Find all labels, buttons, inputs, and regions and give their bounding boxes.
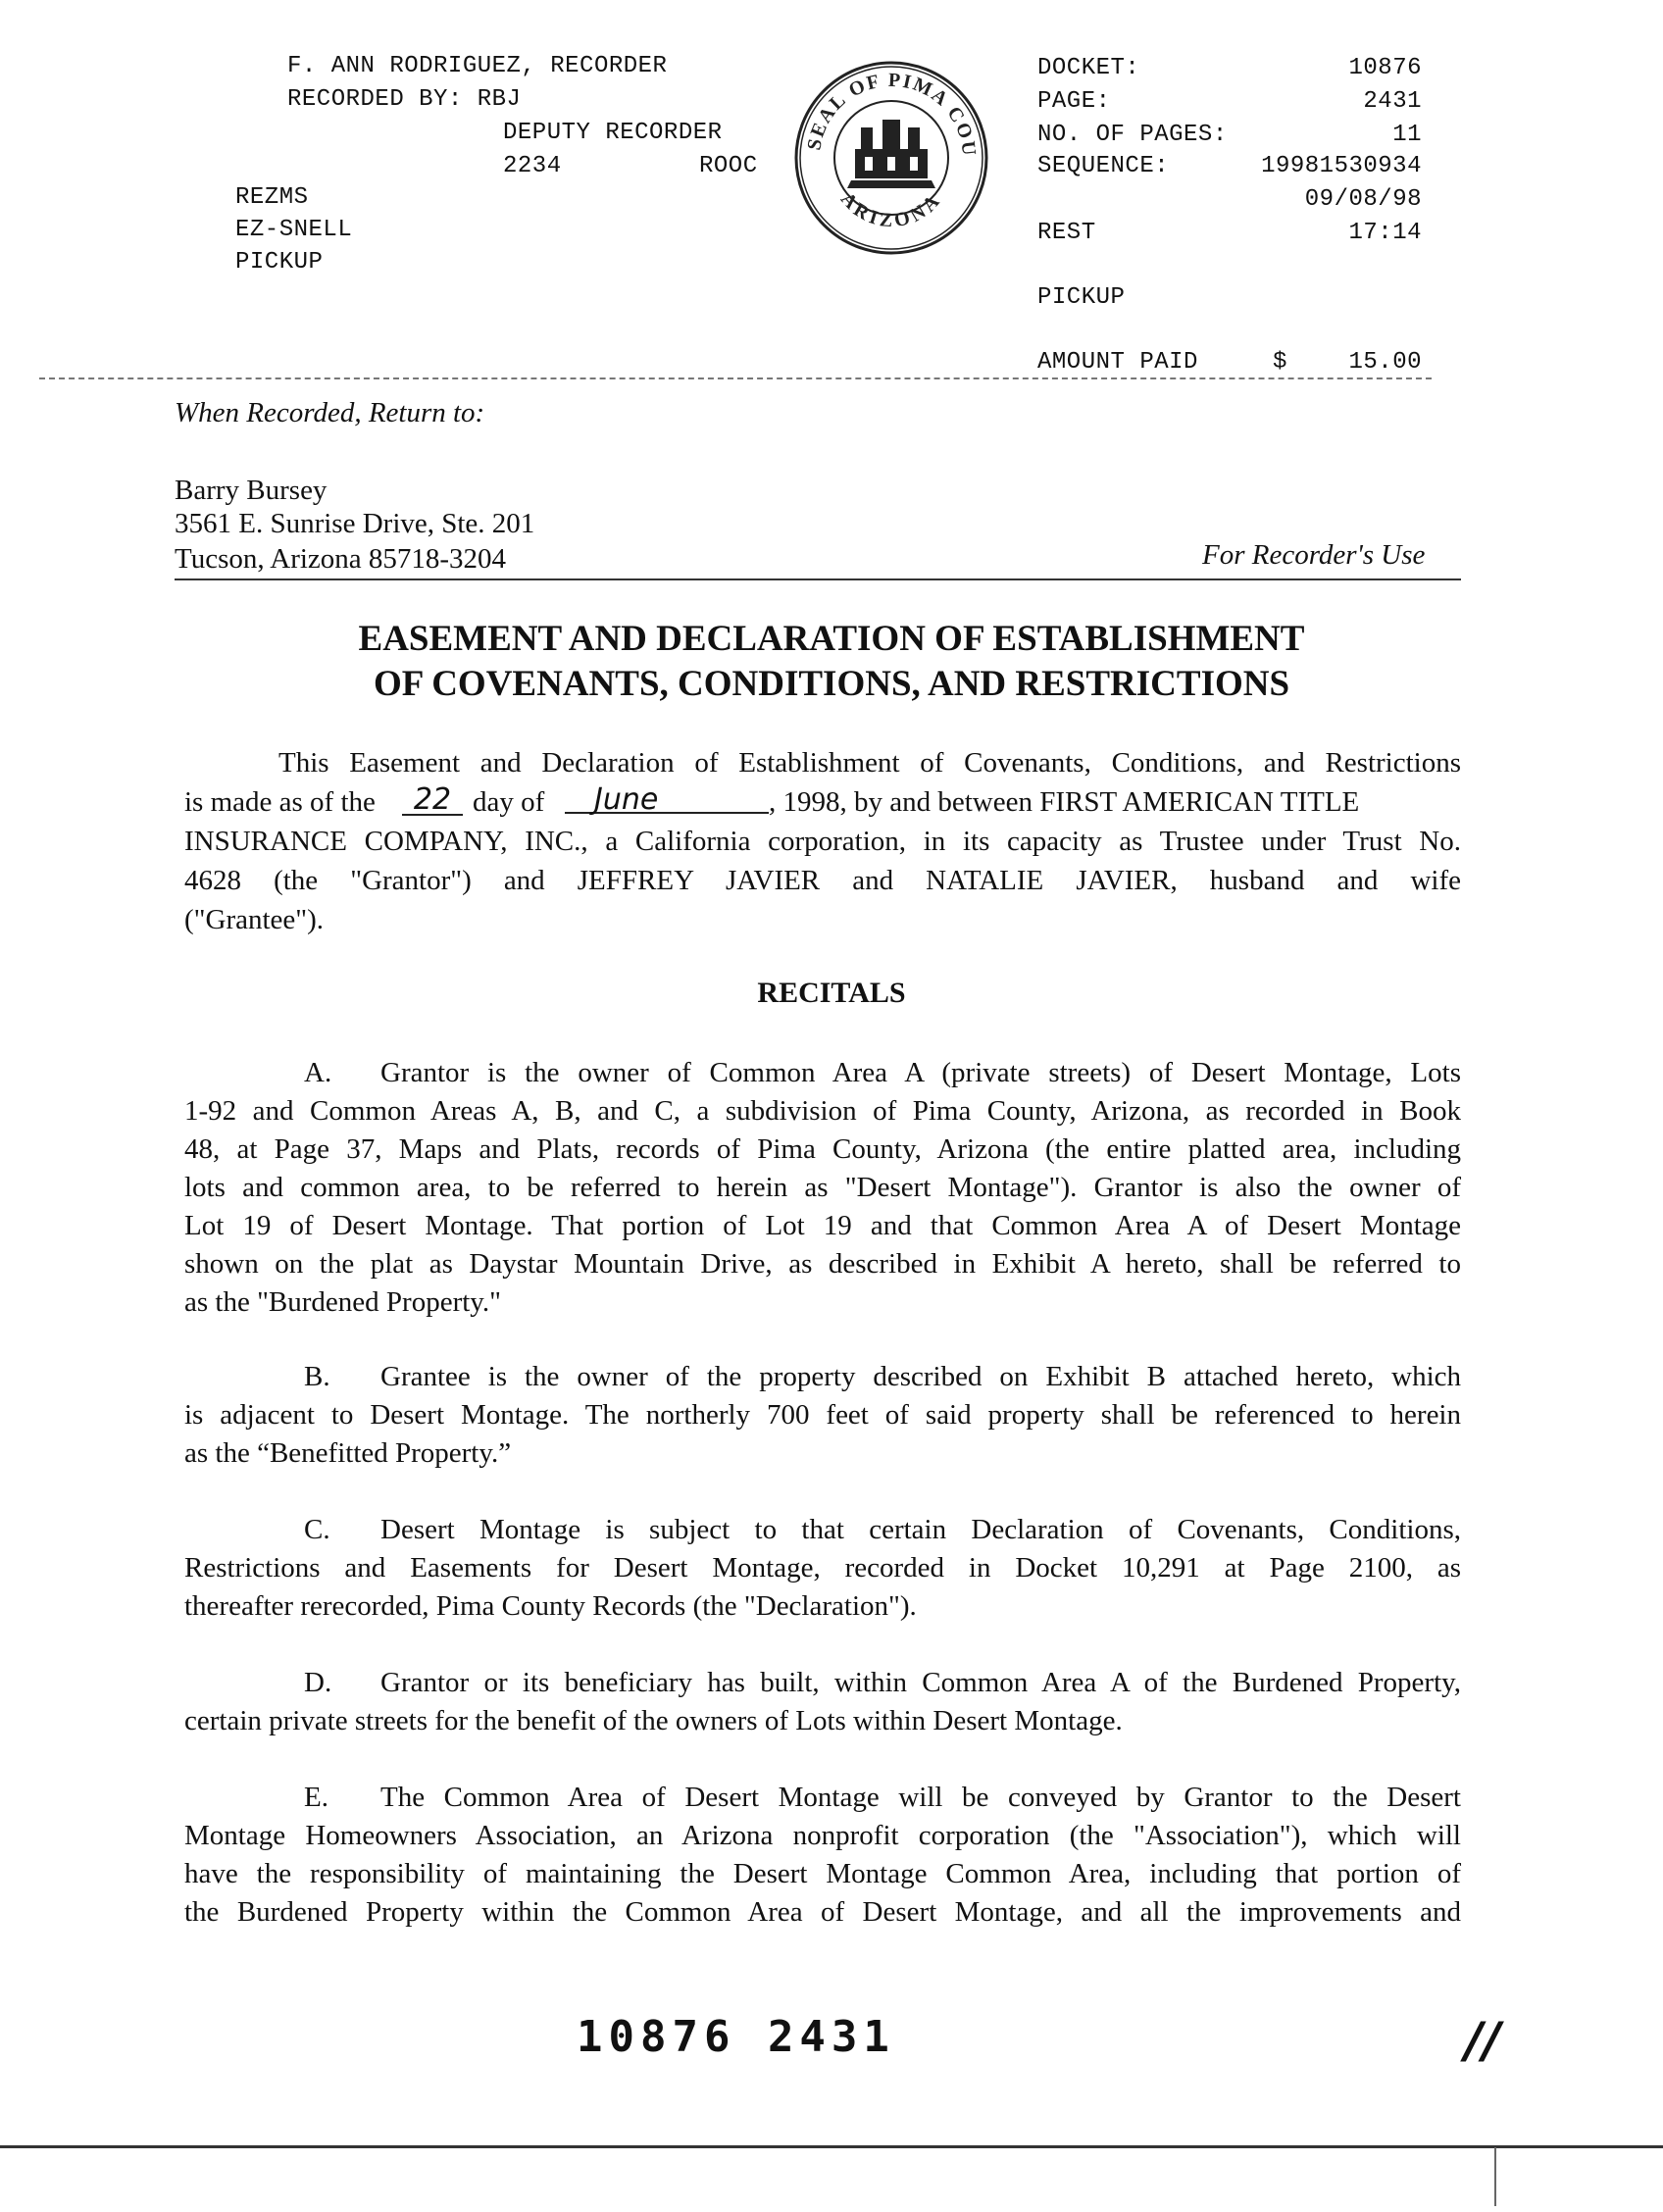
recital-a-line-1: Grantor is the owner of Common Area A (private streets) of Desert Montage, Lots — [380, 1057, 1461, 1088]
seal-graphic — [792, 59, 990, 257]
recital-a-line-5: Lot 19 of Desert Montage. That portion of Lot 19 and that Common Area A of Desert Montage — [184, 1210, 1461, 1241]
seal-top-text: SEAL OF PIMA COU — [803, 69, 981, 159]
ez-snell-code: EZ-SNELL — [235, 217, 353, 243]
recital-e-line-1: The Common Area of Desert Montage will be conveyed by Grantor to the Desert — [380, 1782, 1461, 1813]
footer-edge-mark — [1494, 2147, 1496, 2206]
recital-d-label: D. — [304, 1667, 332, 1698]
recital-a-line-4: lots and common area, to be referred to herein as "Desert Montage"). Grantor is also the owner of — [184, 1172, 1461, 1203]
recital-e-label: E. — [304, 1782, 328, 1813]
recital-a-line-3: 48, at Page 37, Maps and Plats, records of Pima County, Arizona (the entire platted area, including — [184, 1133, 1461, 1165]
pima-county-seal — [792, 59, 990, 257]
recitals-heading: RECITALS — [757, 977, 906, 1009]
recital-e-line-3: have the responsibility of maintaining the Desert Montage Common Area, including that portion of — [184, 1858, 1461, 1889]
deputy-recorder: DEPUTY RECORDER — [503, 120, 723, 146]
recital-c-label: C. — [304, 1514, 330, 1545]
recital-c-line-3: thereafter rerecorded, Pima County Records (the "Declaration"). — [184, 1590, 917, 1622]
recital-b-line-3: as the “Benefitted Property.” — [184, 1437, 512, 1469]
docket-label: DOCKET: — [1037, 55, 1140, 81]
return-to-label: When Recorded, Return to: — [175, 397, 485, 428]
recital-b-line-2: is adjacent to Desert Montage. The northerly 700 feet of said property shall be referenced to herein — [184, 1399, 1461, 1431]
intro-line-2-mid: day of — [473, 786, 545, 818]
docket-page-stamp: 10876 2431 — [577, 2012, 895, 2062]
pickup-label-left: PICKUP — [235, 249, 324, 276]
svg-text:ARIZONA — [836, 188, 946, 231]
sequence-value: 19981530934 — [1261, 153, 1422, 179]
day-blank — [402, 782, 463, 816]
recital-c-line-1: Desert Montage is subject to that certain Declaration of Covenants, Conditions, — [380, 1514, 1461, 1545]
amount-paid-label: AMOUNT PAID — [1037, 349, 1198, 376]
page-label: PAGE: — [1037, 88, 1111, 115]
intro-line-4: 4628 (the "Grantor") and JEFFREY JAVIER and NATALIE JAVIER, husband and wife — [184, 865, 1461, 896]
sequence-label: SEQUENCE: — [1037, 153, 1170, 179]
month-blank — [565, 782, 769, 817]
return-name: Barry Bursey — [175, 475, 328, 506]
record-date: 09/08/98 — [1304, 186, 1422, 213]
recital-c-line-2: Restrictions and Easements for Desert Montage, recorded in Docket 10,291 at Page 2100, as — [184, 1552, 1461, 1584]
rezms-code: REZMS — [235, 184, 309, 211]
return-city: Tucson, Arizona 85718-3204 — [175, 543, 507, 575]
record-time: 17:14 — [1348, 220, 1422, 246]
header-separator — [39, 377, 1432, 379]
footer-rule — [0, 2145, 1663, 2148]
recital-b-line-1: Grantee is the owner of the property described on Exhibit B attached hereto, which — [380, 1361, 1461, 1392]
recital-e-line-4: the Burdened Property within the Common Area of Desert Montage, and all the improvements and — [184, 1896, 1461, 1928]
number-of-pages-value: 11 — [1392, 122, 1422, 148]
amount-paid-value: 15.00 — [1348, 349, 1422, 376]
day-handwritten: 22 — [413, 782, 452, 817]
document-title-line-1: EASEMENT AND DECLARATION OF ESTABLISHMENT — [358, 619, 1305, 659]
document-title-line-2: OF COVENANTS, CONDITIONS, AND RESTRICTIONS — [373, 664, 1290, 704]
month-handwritten: June — [594, 782, 659, 817]
recital-e-line-2: Montage Homeowners Association, an Arizona nonprofit corporation (the "Association"), which will — [184, 1820, 1461, 1851]
recital-b-label: B. — [304, 1361, 330, 1392]
return-street: 3561 E. Sunrise Drive, Ste. 201 — [175, 508, 535, 539]
recorder-code-number: 2234 — [503, 153, 562, 179]
pickup-label-right: PICKUP — [1037, 284, 1126, 311]
intro-line-1: This Easement and Declaration of Establishment of Covenants, Conditions, and Restrictions — [278, 747, 1461, 779]
for-recorders-use: For Recorder's Use — [1202, 539, 1426, 571]
rest-label: REST — [1037, 220, 1096, 246]
recorder-code-location: ROOC — [699, 153, 758, 179]
recital-d-line-2: certain private streets for the benefit of the owners of Lots within Desert Montage. — [184, 1705, 1123, 1736]
recital-a-label: A. — [304, 1057, 332, 1088]
page-count-mark: // — [1465, 2012, 1501, 2069]
recital-d-line-1: Grantor or its beneficiary has built, within Common Area A of the Burdened Property, — [380, 1667, 1461, 1698]
intro-line-2-start: is made as of the — [184, 786, 376, 818]
currency-symbol: $ — [1273, 349, 1287, 376]
seal-bottom-text: ARIZONA — [835, 188, 947, 232]
number-of-pages-label: NO. OF PAGES: — [1037, 122, 1228, 148]
page-value: 2431 — [1363, 88, 1422, 115]
return-block-underline — [175, 578, 1461, 580]
docket-value: 10876 — [1348, 55, 1422, 81]
intro-line-2-end: , 1998, by and between FIRST AMERICAN TITLE — [769, 786, 1360, 818]
recital-a-line-2: 1-92 and Common Areas A, B, and C, a subdivision of Pima County, Arizona, as recorded in Book — [184, 1095, 1461, 1127]
intro-line-5: ("Grantee"). — [184, 904, 325, 935]
recital-a-line-7: as the "Burdened Property." — [184, 1286, 501, 1318]
recorder-name: F. ANN RODRIGUEZ, RECORDER — [287, 53, 668, 79]
intro-line-3: INSURANCE COMPANY, INC., a California corporation, in its capacity as Trustee under Trust No. — [184, 826, 1461, 857]
recorded-by: RECORDED BY: RBJ — [287, 86, 522, 113]
recital-a-line-6: shown on the plat as Daystar Mountain Drive, as described in Exhibit A hereto, shall be referred to — [184, 1248, 1461, 1280]
